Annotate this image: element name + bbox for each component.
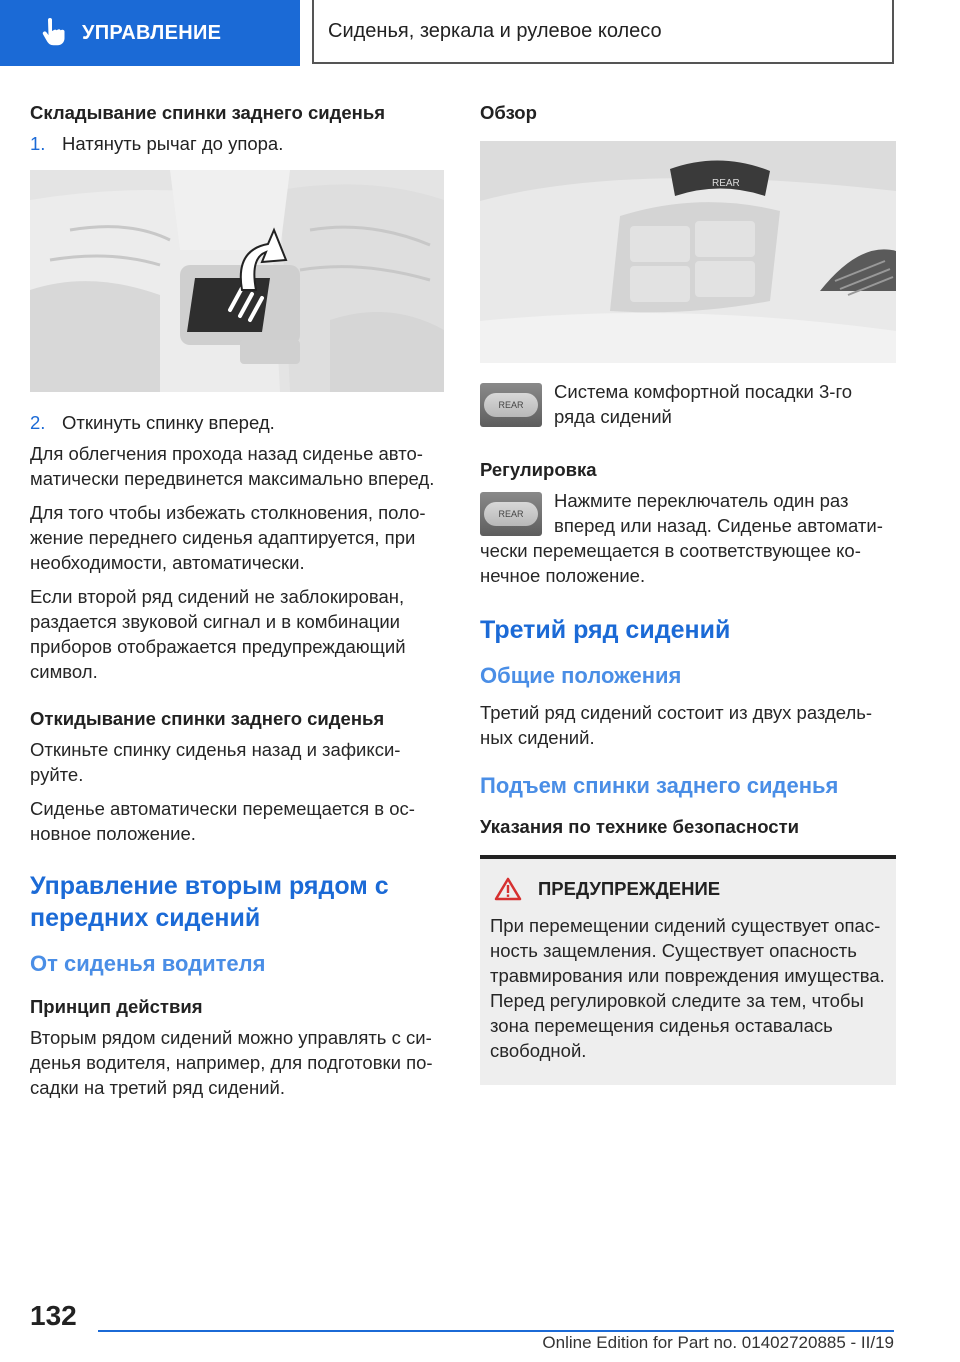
adjust-row [480, 488, 896, 588]
chapter-tab[interactable] [0, 0, 300, 66]
step-2-number: 2. [30, 412, 46, 433]
fold-heading: Складывание спинки заднего сиденья [30, 102, 385, 123]
warning-title: ПРЕДУПРЕЖДЕНИЕ [538, 878, 721, 899]
seat-switch-illustration [480, 141, 896, 363]
rear-seat-button-icon [480, 492, 542, 536]
right-column [480, 100, 896, 1085]
rear-seat-button-label: REAR [484, 502, 538, 526]
comfort-entry-row [480, 379, 896, 429]
switch-rear-text: REAR [712, 178, 740, 189]
para-not-locked: Если второй ряд сидений не заблокирован, раздается звуковой сигнал и в комбинации приборов отображается предупреждающий символ. [30, 586, 406, 682]
chapter-tab-label: УПРАВЛЕНИЕ [82, 21, 222, 44]
adjust-text: Нажмите переключатель один раз вперед или назад. Сиденье автоматически перемещается в соответствующее конечное положение. [480, 490, 883, 586]
para-principle: Вторым рядом сидений можно управлять с сиденья водителя, например, для подготовки посадки на третий ряд сидений. [30, 1027, 433, 1098]
unfold-heading: Откидывание спинки заднего сиденья [30, 708, 385, 729]
para-unfold: Откиньте спинку сиденья назад и зафиксируйте. [30, 739, 401, 785]
rear-seat-lever-photo [30, 170, 444, 392]
seat-switch-photo [480, 141, 896, 363]
seat-lever-illustration [30, 170, 444, 392]
warning-header [490, 877, 886, 901]
para-seat-forward: Для облегчения прохода назад сиденье автоматически передвинется максимально вперед. [30, 443, 435, 489]
principle-heading: Принцип действия [30, 996, 203, 1017]
adjust-heading: Регулировка [480, 459, 597, 480]
third-row-heading: Третий ряд сидений [480, 616, 731, 644]
warning-triangle-icon [494, 877, 522, 901]
section-heading: Управление вторым рядом с передних сидений [30, 872, 389, 932]
step-2-text: Откинуть спинку вперед. [62, 412, 275, 433]
rear-seat-button-icon [480, 383, 542, 427]
general-text: Третий ряд сидений состоит из двух раздельных сидений. [480, 702, 873, 748]
step-1 [30, 131, 446, 156]
rear-seat-button-label: REAR [484, 393, 538, 417]
chapter-title: Сиденья, зеркала и рулевое колесо [312, 0, 894, 64]
lift-heading: Подъем спинки заднего сиденья [480, 773, 839, 798]
step-1-text: Натянуть рычаг до упора. [62, 133, 284, 154]
left-column [30, 100, 446, 1109]
warning-box [480, 855, 896, 1085]
para-basic-position: Сиденье автоматически перемещается в основное положение. [30, 798, 415, 844]
comfort-entry-text: Система комфортной посадки 3-го ряда сидений [554, 381, 853, 427]
edition-note: Online Edition for Part no. 01402720885 - II/19 [542, 1333, 894, 1352]
footer-divider [98, 1330, 894, 1332]
step-2 [30, 410, 446, 435]
general-heading: Общие положения [480, 663, 682, 688]
step-1-number: 1. [30, 133, 46, 154]
subsection-heading: От сиденья водителя [30, 951, 266, 976]
page-number: 132 [30, 1300, 77, 1331]
pointing-hand-icon [36, 17, 68, 49]
overview-heading: Обзор [480, 102, 537, 123]
safety-heading: Указания по технике безопасности [480, 816, 799, 837]
para-collision: Для того чтобы избежать столкновения, положение переднего сиденья адаптируется, при необходимости, автоматически. [30, 502, 426, 573]
warning-text: При перемещении сидений существует опасность защемления. Существует опасность травмирования или повреждения имущества. Перед регулировкой следите за тем, чтобы зона перемещения сиденья оставалась свободной. [490, 915, 885, 1061]
